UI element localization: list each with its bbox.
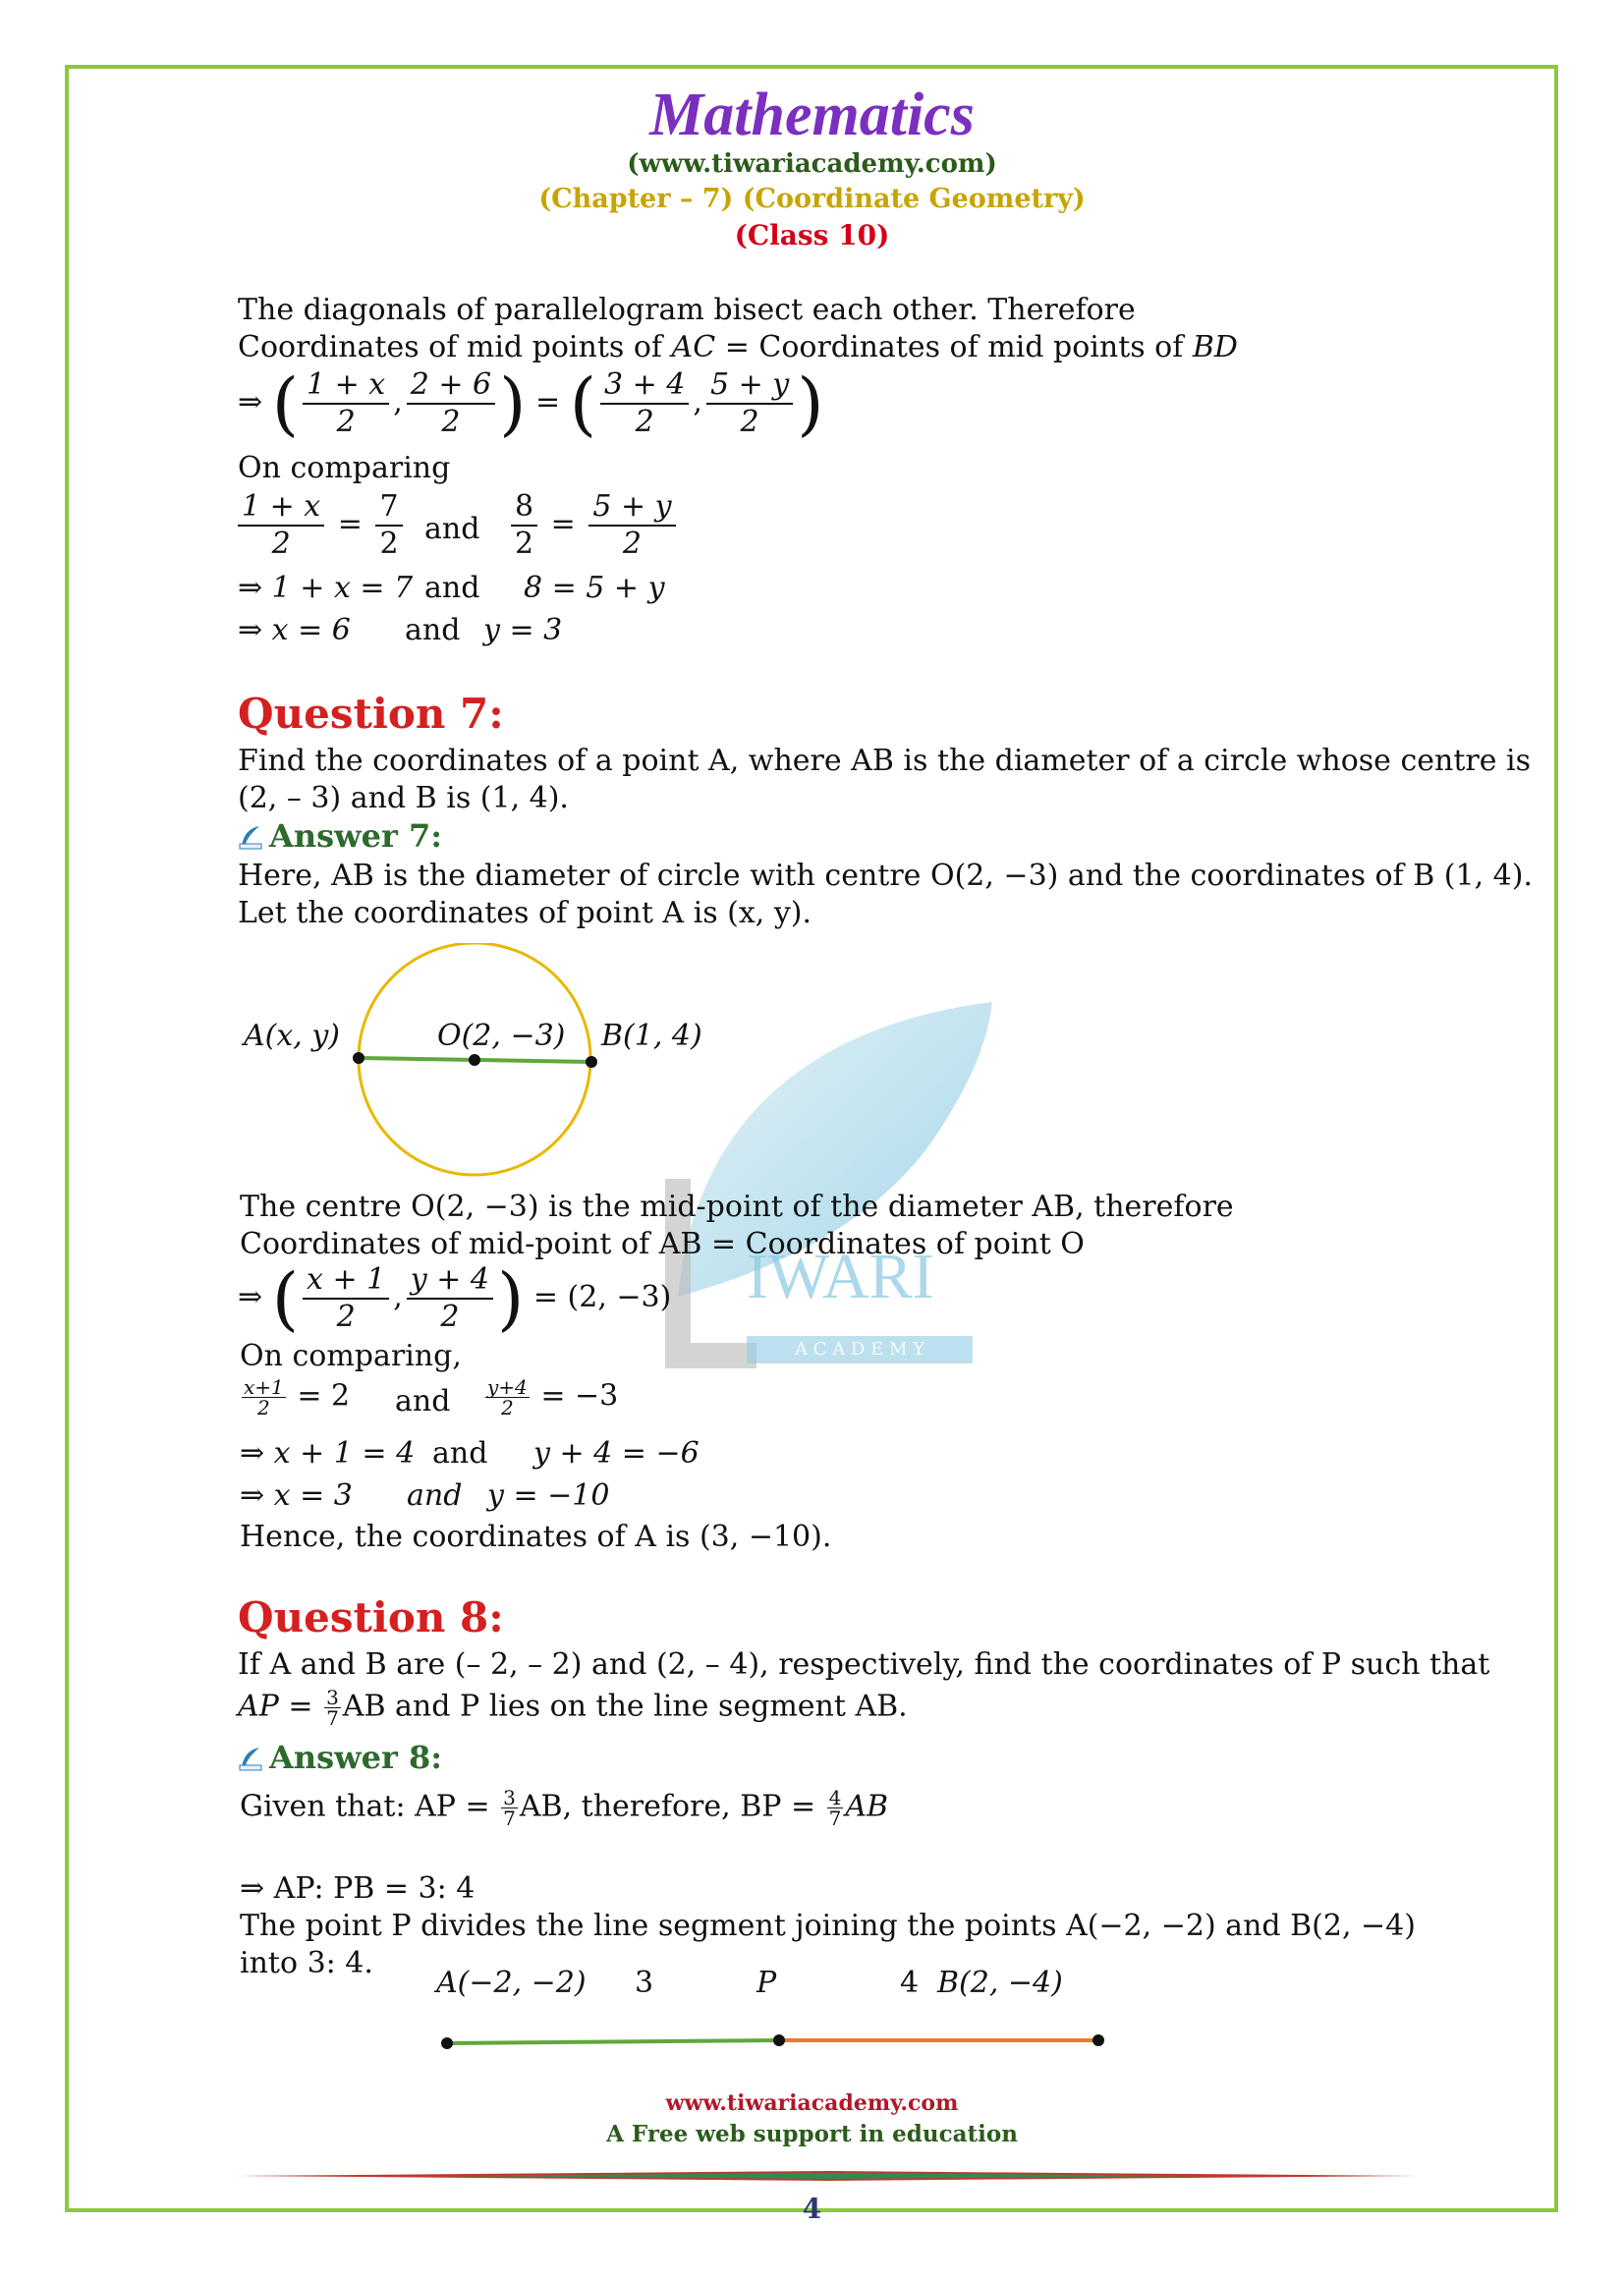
point-a <box>353 1052 364 1064</box>
footer-divider <box>240 2169 1419 2183</box>
paragraph-line: The diagonals of parallelogram bisect each other. Therefore <box>238 293 1136 327</box>
label-b: B(2, −4) <box>937 1966 1063 2000</box>
step-equation: y = 3 <box>483 613 563 647</box>
and-word: and <box>432 1436 488 1471</box>
question-8-heading: Question 8: <box>238 1593 504 1641</box>
on-comparing-label: On comparing <box>238 451 451 485</box>
and-word: and <box>407 1478 463 1513</box>
and-word: and <box>424 571 480 605</box>
chapter-subtitle: (Chapter – 7) (Coordinate Geometry) <box>538 184 1086 214</box>
answer-8-text: Given that: AP = $\frac{3}{7}$ AB, therefore, BP = $\frac{4}{7}$ AB <box>240 1786 889 1830</box>
label-b: B(1, 4) <box>601 1019 702 1053</box>
quill-icon <box>238 1746 263 1771</box>
point-a <box>441 2037 453 2049</box>
question-7-heading: Question 7: <box>238 690 504 738</box>
step-equation: ⇒ x = 6 <box>238 613 351 647</box>
and-word: and <box>405 613 461 647</box>
answer-8-ratio: ⇒ AP: PB = 3: 4 <box>240 1871 476 1906</box>
answer-7-heading: Answer 7: <box>238 817 442 855</box>
answer-7-text: Coordinates of mid-point of AB = Coordinates of point O <box>240 1227 1085 1261</box>
comparison-equation: $\frac{x+1}{2}$ = 2 <box>244 1375 351 1419</box>
website-subtitle: (www.tiwariacademy.com) <box>627 149 997 179</box>
paragraph-line: Coordinates of mid points of AC = Coordinates of mid points of BD <box>238 330 1238 364</box>
step-equation: y = −10 <box>487 1478 610 1513</box>
on-comparing-label: On comparing, <box>240 1339 462 1373</box>
class-subtitle: (Class 10) <box>734 219 890 251</box>
equation-midpoints: ⇒ ( $\frac{1 + x}{2}$ , $\frac{2 + 6}{2}$ ) = ( $\frac{3 + 4}{2}$ , $\frac{5 + y}{2}$ ) <box>238 363 824 444</box>
answer-8-heading: Answer 8: <box>238 1739 442 1776</box>
point-p <box>773 2034 785 2046</box>
answer-7-text: Let the coordinates of point A is (x, y). <box>238 896 812 930</box>
comparison-equation: $\frac{y+4}{2}$ = −3 <box>487 1375 619 1419</box>
label-ratio-4: 4 <box>900 1966 920 2000</box>
label-a: A(−2, −2) <box>436 1966 587 2000</box>
label-a: A(x, y) <box>244 1019 341 1053</box>
step-equation: ⇒ x = 3 <box>240 1478 353 1513</box>
question-8-text: AP = $\frac{3}{7}$ AB and P lies on the line segment AB. <box>238 1686 908 1730</box>
footer-url: www.tiwariacademy.com <box>665 2090 959 2116</box>
step-equation: 8 = 5 + y <box>524 571 665 605</box>
question-8-text: If A and B are (– 2, – 2) and (2, – 4), respectively, find the coordinates of P such that <box>238 1647 1490 1682</box>
question-7-text: Find the coordinates of a point A, where AB is the diameter of a circle whose centre is <box>238 744 1532 778</box>
answer-7-text: The centre O(2, −3) is the mid-point of the diameter AB, therefore <box>240 1190 1234 1224</box>
step-equation: ⇒ x + 1 = 4 <box>240 1436 416 1471</box>
question-7-text: (2, – 3) and B is (1, 4). <box>238 781 569 815</box>
label-p: P <box>756 1966 777 2000</box>
step-equation: y + 4 = −6 <box>533 1436 700 1471</box>
watermark-text: IWARI <box>747 1241 934 1312</box>
label-ratio-3: 3 <box>635 1966 654 2000</box>
point-b <box>586 1056 597 1068</box>
watermark-sub: A C A D E M Y <box>795 1339 924 1360</box>
point-o <box>469 1054 480 1066</box>
answer-7-conclusion: Hence, the coordinates of A is (3, −10). <box>240 1520 832 1554</box>
label-o: O(2, −3) <box>437 1019 566 1053</box>
page-number: 4 <box>802 2193 822 2225</box>
page-title: Mathematics <box>649 82 975 148</box>
point-b <box>1092 2034 1104 2046</box>
answer-8-text: into 3: 4. <box>240 1946 373 1980</box>
footer-tagline: A Free web support in education <box>606 2121 1018 2147</box>
and-word: and <box>395 1384 451 1418</box>
answer-8-text: The point P divides the line segment joining the points A(−2, −2) and B(2, −4) <box>240 1909 1416 1943</box>
answer-7-text: Here, AB is the diameter of circle with centre O(2, −3) and the coordinates of B (1, 4). <box>238 859 1533 893</box>
quill-icon <box>238 824 263 850</box>
comparison-equation: $\frac{1 + x}{2}$ = $\frac{7}{2}$ <box>234 489 407 562</box>
segment-ap <box>447 2040 779 2043</box>
step-equation: ⇒ 1 + x = 7 <box>238 571 414 605</box>
and-word: and <box>424 512 480 546</box>
comparison-equation: $\frac{8}{2}$ = $\frac{5 + y}{2}$ <box>507 489 680 562</box>
equation-midpoint-ab: ⇒ ( $\frac{x + 1}{2}$ , $\frac{y + 4}{2}$ ) = (2, −3) <box>238 1258 672 1339</box>
circle-diagram <box>344 943 609 1179</box>
segment-diagram <box>432 1994 1120 2063</box>
